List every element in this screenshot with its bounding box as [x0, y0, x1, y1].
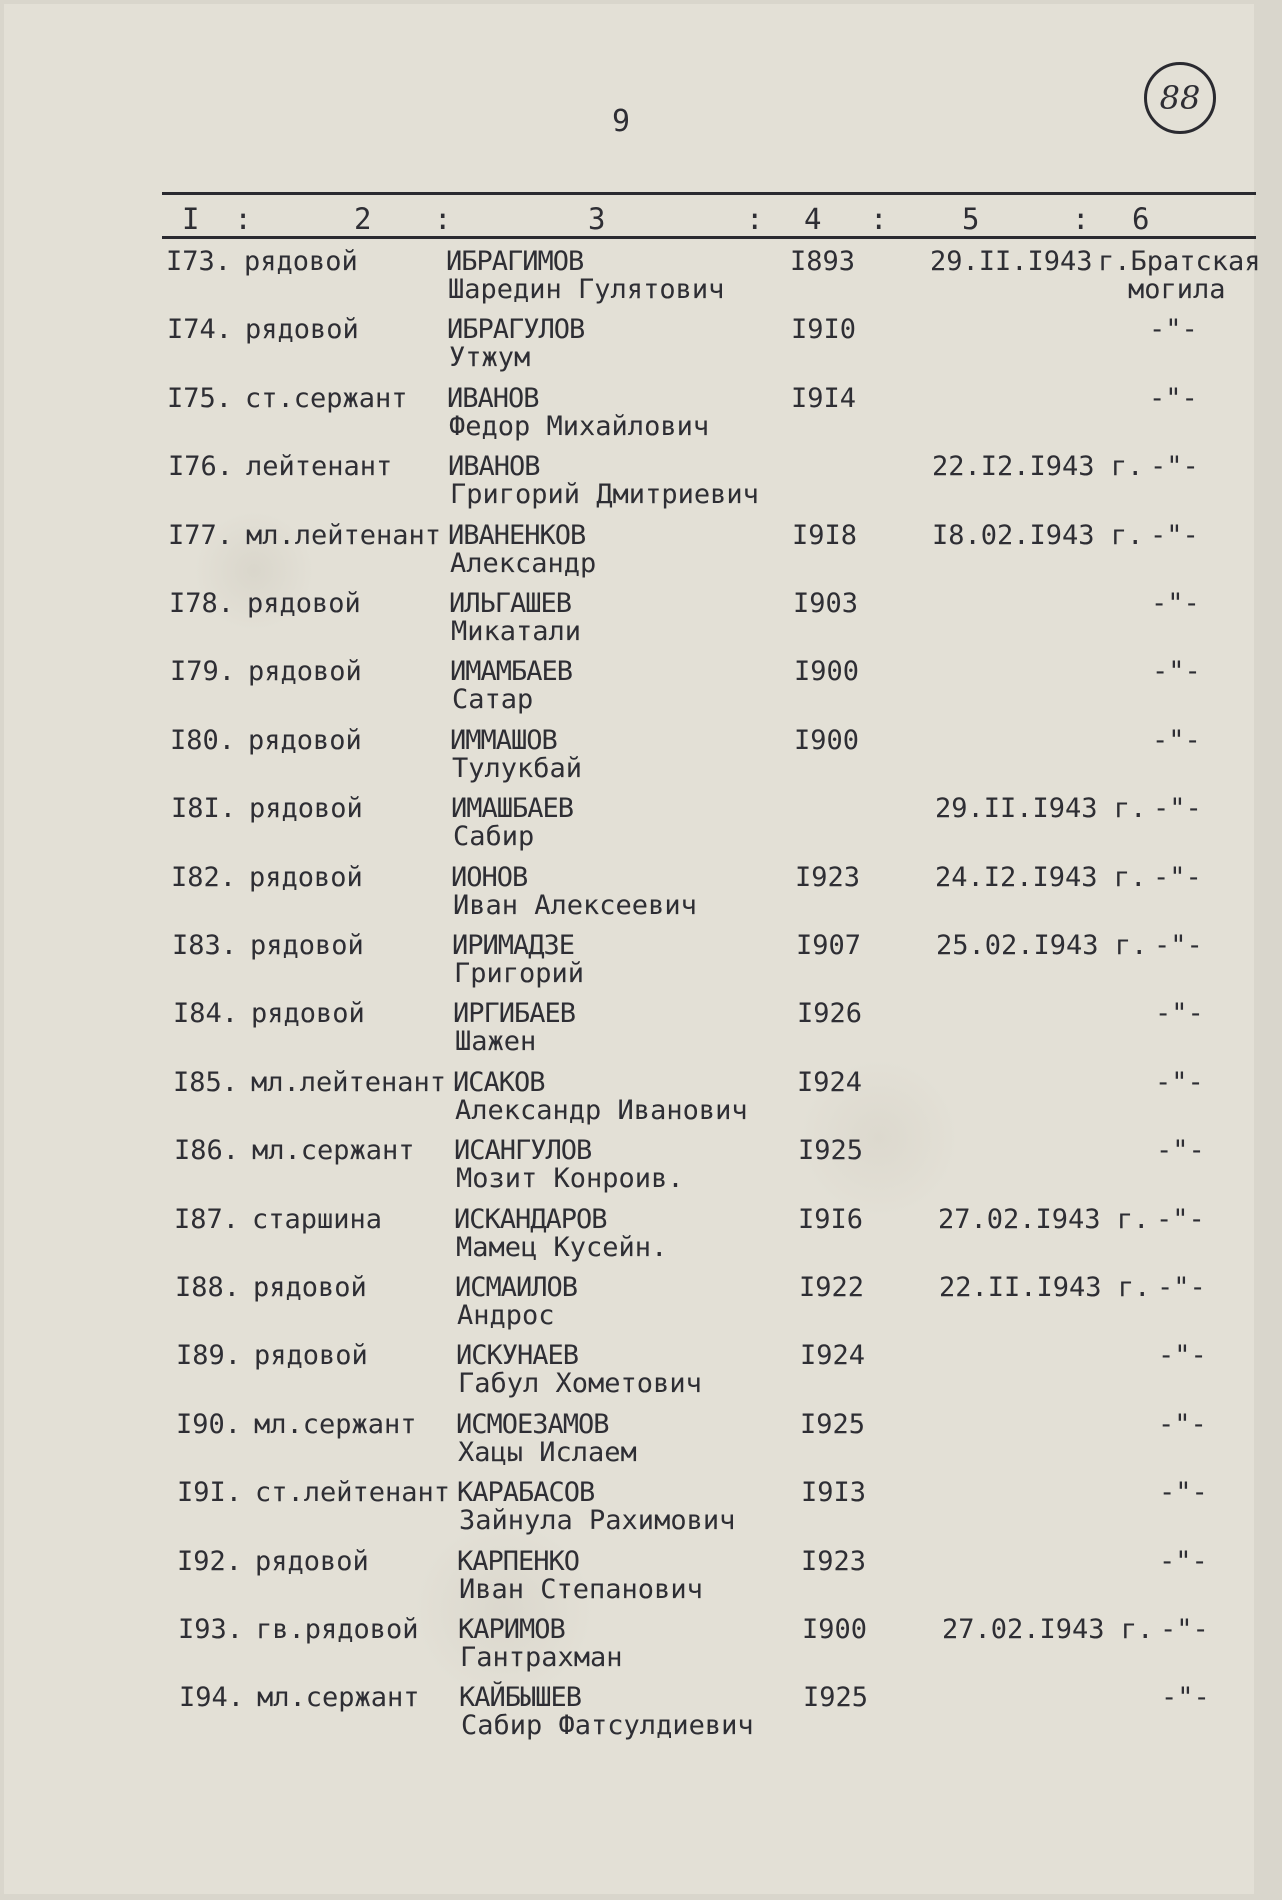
- birth-year: I922: [799, 1272, 865, 1303]
- surname: ИВАНОВ: [448, 451, 540, 483]
- row-number: I9I.: [177, 1477, 243, 1509]
- surname: ИВАНОВ: [447, 382, 539, 414]
- surname: КАРИМОВ: [458, 1614, 565, 1645]
- table-row: [4, 1272, 1254, 1338]
- birth-year: I9I4: [791, 382, 857, 414]
- surname: ИВАНЕНКОВ: [448, 519, 586, 551]
- burial-place: -"-: [1159, 1477, 1208, 1509]
- given-name: Сабир: [453, 821, 535, 853]
- rank: рядовой: [253, 1272, 367, 1303]
- burial-place: -"-: [1154, 930, 1203, 961]
- row-number: I86.: [174, 1135, 240, 1167]
- surname: КАРАБАСОВ: [457, 1477, 595, 1509]
- burial-place: -"-: [1152, 656, 1201, 688]
- column-header-6: 6: [1132, 202, 1150, 236]
- rank: рядовой: [249, 793, 363, 825]
- row-number: I88.: [175, 1272, 241, 1303]
- row-number: I92.: [177, 1545, 243, 1577]
- death-date: 22.I2.I943 г.: [932, 451, 1144, 483]
- given-name: Григорий: [454, 958, 585, 989]
- row-number: I85.: [173, 1066, 239, 1098]
- row-number: I74.: [167, 314, 233, 346]
- surname: ИРИМАДЗЕ: [452, 930, 575, 961]
- rank: рядовой: [245, 314, 359, 346]
- surname: ИОНОВ: [451, 861, 528, 893]
- column-separator: :: [746, 202, 764, 236]
- table-row: [4, 314, 1254, 380]
- death-date: I8.02.I943 г.: [932, 519, 1144, 551]
- row-number: I94.: [179, 1682, 245, 1714]
- rank: мл.сержант: [257, 1682, 420, 1714]
- table-row: [4, 383, 1254, 449]
- rank: рядовой: [251, 998, 365, 1030]
- given-name: Андрос: [457, 1300, 555, 1331]
- surname: ИРГИБАЕВ: [453, 998, 576, 1030]
- table-row: [4, 588, 1254, 654]
- surname: ИМАМБАЕВ: [450, 656, 573, 688]
- death-date: 24.I2.I943 г.: [935, 861, 1147, 893]
- given-name: Габул Хометович: [458, 1368, 702, 1400]
- birth-year: I926: [797, 998, 863, 1030]
- table-row: [4, 725, 1254, 791]
- birth-year: I9I8: [792, 519, 858, 551]
- birth-year: I9I0: [791, 314, 857, 346]
- row-number: I90.: [176, 1408, 242, 1440]
- given-name: Зайнула Рахимович: [459, 1505, 736, 1537]
- rank: рядовой: [248, 724, 362, 756]
- column-header-4: 4: [804, 202, 822, 236]
- surname: КАРПЕНКО: [457, 1545, 580, 1577]
- column-separator: :: [1072, 202, 1090, 236]
- row-number: I87.: [174, 1203, 240, 1235]
- death-date: 29.II.I943 г.: [935, 793, 1147, 825]
- rank: рядовой: [250, 930, 364, 961]
- birth-year: I903: [793, 588, 859, 619]
- given-name: Мозит Конроив.: [456, 1163, 684, 1195]
- birth-year: I900: [794, 724, 860, 756]
- row-number: I79.: [170, 656, 236, 688]
- table-row: [4, 656, 1254, 722]
- header-rule-bottom: [162, 236, 1256, 239]
- burial-place: -"-: [1157, 1272, 1206, 1303]
- burial-place: -"-: [1151, 588, 1200, 619]
- row-number: I84.: [173, 998, 239, 1030]
- given-name: Тулукбай: [452, 752, 583, 784]
- burial-place: -"-: [1149, 382, 1198, 414]
- burial-place: -"-: [1156, 1135, 1205, 1167]
- table-row: [4, 998, 1254, 1064]
- burial-place: -"-: [1150, 519, 1199, 551]
- birth-year: I9I3: [801, 1477, 867, 1509]
- surname: КАЙБЫШЕВ: [459, 1682, 582, 1714]
- birth-year: I893: [790, 246, 856, 277]
- rank: рядовой: [254, 1340, 368, 1372]
- rank: мл.сержант: [254, 1408, 417, 1440]
- table-row: [4, 1614, 1254, 1680]
- given-name: Григорий Дмитриевич: [450, 479, 759, 511]
- birth-year: I924: [800, 1340, 866, 1372]
- column-header-2: 2: [354, 202, 372, 236]
- burial-place: -"-: [1156, 1203, 1205, 1235]
- burial-place: -"-: [1158, 1408, 1207, 1440]
- given-name: Александр Иванович: [455, 1094, 748, 1126]
- row-number: I8I.: [171, 793, 237, 825]
- row-number: I73.: [166, 246, 232, 277]
- given-name: Иван Степанович: [459, 1573, 703, 1605]
- rank: рядовой: [255, 1545, 369, 1577]
- given-name: Александр: [450, 547, 597, 579]
- surname: ИСКУНАЕВ: [456, 1340, 579, 1372]
- archive-folio-stamp: [1144, 62, 1216, 134]
- death-date: 27.02.I943 г.: [942, 1614, 1154, 1645]
- table-row: [4, 862, 1254, 928]
- given-name: Иван Алексеевич: [453, 889, 697, 921]
- rank: рядовой: [244, 246, 358, 277]
- birth-year: I900: [794, 656, 860, 688]
- row-number: I78.: [169, 588, 235, 619]
- row-number: I82.: [171, 861, 237, 893]
- column-header-5: 5: [962, 202, 980, 236]
- row-number: I76.: [168, 451, 234, 483]
- column-separator: :: [434, 202, 452, 236]
- given-name: Утжум: [449, 342, 531, 374]
- table-row: [4, 1546, 1254, 1612]
- rank: лейтенант: [246, 451, 393, 483]
- rank: мл.сержант: [252, 1135, 415, 1167]
- table-row: [4, 1409, 1254, 1475]
- surname: ИСМАИЛОВ: [455, 1272, 578, 1303]
- birth-year: I907: [796, 930, 862, 961]
- burial-place: -"-: [1155, 998, 1204, 1030]
- given-name: Хацы Ислаем: [458, 1436, 637, 1468]
- given-name: Сатар: [452, 684, 534, 716]
- burial-place: -"-: [1161, 1682, 1210, 1714]
- archive-folio-number: 88: [1159, 79, 1201, 117]
- rank: гв.рядовой: [256, 1614, 419, 1645]
- birth-year: I925: [800, 1408, 866, 1440]
- table-row: [4, 451, 1254, 517]
- birth-year: I925: [798, 1135, 864, 1167]
- given-name: Федор Михайлович: [449, 410, 710, 442]
- row-number: I93.: [178, 1614, 244, 1645]
- rank: рядовой: [249, 861, 363, 893]
- page-number: 9: [612, 104, 631, 139]
- burial-place-line2: могила: [1128, 274, 1226, 305]
- birth-year: I900: [802, 1614, 868, 1645]
- rank: мл.лейтенант: [246, 519, 442, 551]
- table-row: [4, 520, 1254, 586]
- rank: ст.сержант: [245, 382, 408, 414]
- burial-place: -"-: [1152, 724, 1201, 756]
- surname: ИБРАГУЛОВ: [447, 314, 585, 346]
- surname: ИЛЬГАШЕВ: [449, 588, 572, 619]
- rank: рядовой: [248, 656, 362, 688]
- birth-year: I924: [797, 1066, 863, 1098]
- row-number: I75.: [167, 382, 233, 414]
- birth-year: I9I6: [798, 1203, 864, 1235]
- rank: ст.лейтенант: [255, 1477, 451, 1509]
- burial-place: -"-: [1149, 314, 1198, 346]
- surname: ИСМОЕЗАМОВ: [456, 1408, 609, 1440]
- header-rule-top: [162, 192, 1256, 195]
- row-number: I89.: [176, 1340, 242, 1372]
- table-row: [4, 1135, 1254, 1201]
- table-row: [4, 1340, 1254, 1406]
- death-date: 27.02.I943 г.: [938, 1203, 1150, 1235]
- death-date: 22.II.I943 г.: [939, 1272, 1151, 1303]
- burial-place: -"-: [1155, 1066, 1204, 1098]
- rank: старшина: [252, 1203, 383, 1235]
- birth-year: I925: [803, 1682, 869, 1714]
- burial-place: -"-: [1153, 861, 1202, 893]
- burial-place: г.Братская: [1098, 246, 1261, 277]
- burial-place: -"-: [1160, 1614, 1209, 1645]
- birth-year: I923: [801, 1545, 867, 1577]
- row-number: I83.: [172, 930, 238, 961]
- surname: ИММАШОВ: [450, 724, 557, 756]
- given-name: Мамец Кусейн.: [456, 1231, 668, 1263]
- surname: ИСАКОВ: [453, 1066, 545, 1098]
- given-name: Шажен: [455, 1026, 537, 1058]
- given-name: Сабир Фатсулдиевич: [461, 1710, 754, 1742]
- burial-place: -"-: [1159, 1545, 1208, 1577]
- rank: рядовой: [247, 588, 361, 619]
- surname: ИБРАГИМОВ: [446, 246, 584, 277]
- table-row: [4, 1682, 1254, 1748]
- column-header-3: 3: [588, 202, 606, 236]
- surname: ИСКАНДАРОВ: [454, 1203, 607, 1235]
- birth-year: I923: [795, 861, 861, 893]
- burial-place: -"-: [1158, 1340, 1207, 1372]
- table-row: [4, 1477, 1254, 1543]
- death-date: 25.02.I943 г.: [936, 930, 1148, 961]
- document-page: [4, 4, 1261, 1894]
- rank: мл.лейтенант: [251, 1066, 447, 1098]
- table-row: [4, 793, 1254, 859]
- table-row: [4, 930, 1254, 996]
- given-name: Гантрахман: [460, 1642, 623, 1673]
- table-row: [4, 246, 1261, 312]
- burial-place: -"-: [1150, 451, 1199, 483]
- surname: ИСАНГУЛОВ: [454, 1135, 592, 1167]
- row-number: I80.: [170, 724, 236, 756]
- table-row: [4, 1204, 1254, 1270]
- burial-place: -"-: [1153, 793, 1202, 825]
- given-name: Микатали: [451, 616, 582, 647]
- column-separator: :: [870, 202, 888, 236]
- given-name: Шаредин Гулятович: [448, 274, 725, 305]
- table-row: [4, 1067, 1254, 1133]
- column-header-1: I :: [182, 202, 252, 236]
- surname: ИМАШБАЕВ: [451, 793, 574, 825]
- death-date: 29.II.I943: [930, 246, 1093, 277]
- row-number: I77.: [168, 519, 234, 551]
